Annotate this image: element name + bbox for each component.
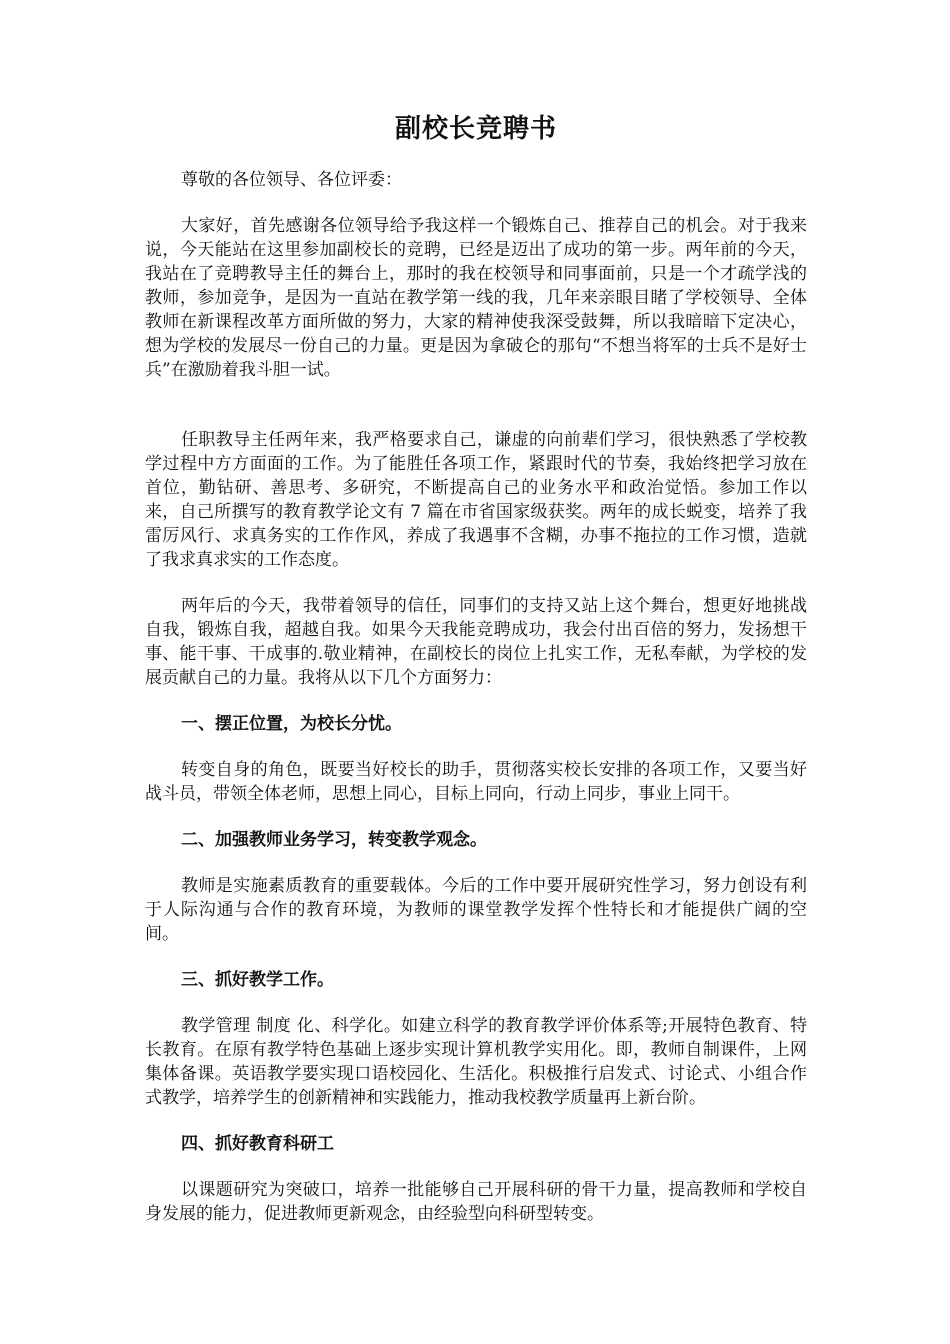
intro-paragraph: 大家好，首先感谢各位领导给予我这样一个锻炼自己、推荐自己的机会。对于我来说，今天能站在这里参加副校长的竞聘，已经是迈出了成功的第一步。两年前的今天，我站在了竞聘教导主任的舞台上，那时的我在校领导和同事面前，只是一个才疏学浅的教师，参加竞争，是因为一直站在教学第一线的我，几年来亲眼目睹了学校领导、全体教师在新课程改革方面所做的努力，大家的精神使我深受鼓舞，所以我暗暗下定决心，想为学校的发展尽一份自己的力量。更是因为拿破仑的那句“不想当将军的士兵不是好士兵”在激励着我斗胆一试。 xyxy=(145,216,807,380)
commitment-paragraph: 两年后的今天，我带着领导的信任，同事们的支持又站上这个舞台，想更好地挑战自我，锻炼自我，超越自我。如果今天我能竞聘成功，我会付出百倍的努力，发扬想干事、能干事、干成事的.敬业精神，在副校长的岗位上扎实工作，无私奉献，为学校的发展贡献自己的力量。我将从以下几个方面努力： xyxy=(145,596,807,688)
document-page xyxy=(145,112,807,1226)
section-heading-1: 一、摆正位置，为校长分忧。 xyxy=(181,714,402,734)
page-title: 副校长竞聘书 xyxy=(394,114,557,144)
section-body-4: 以课题研究为突破口，培养一批能够自己开展科研的骨干力量，提高教师和学校自身发展的能力，促进教师更新观念，由经验型向科研型转变。 xyxy=(145,1180,807,1224)
experience-paragraph: 任职教导主任两年来，我严格要求自己，谦虚的向前辈们学习，很快熟悉了学校教学过程中方方面面的工作。为了能胜任各项工作，紧跟时代的节奏，我始终把学习放在首位，勤钻研、善思考、多研究，不断提高自己的业务水平和政治觉悟。参加工作以来，自己所撰写的教育教学论文有 7 篇在市省国家级获奖。两年的成长蜕变，培养了我雷厉风行、求真务实的工作作风，养成了我遇事不含糊，办事不拖拉的工作习惯，造就了我求真求实的工作态度。 xyxy=(145,430,807,570)
section-body-2: 教师是实施素质教育的重要载体。今后的工作中要开展研究性学习，努力创设有利于人际沟通与合作的教育环境，为教师的课堂教学发挥个性特长和才能提供广阔的空间。 xyxy=(145,876,807,944)
section-body-3: 教学管理 制度 化、科学化。如建立科学的教育教学评价体系等;开展特色教育、特长教育。在原有教学特色基础上逐步实现计算机教学实用化。即，教师自制课件，上网集体备课。英语教学要实现口语校园化、生活化。积极推行启发式、讨论式、小组合作式教学，培养学生的创新精神和实践能力，推动我校教学质量再上新台阶。 xyxy=(145,1016,807,1108)
section-heading-4: 四、抓好教育科研工 xyxy=(181,1134,334,1154)
salutation: 尊敬的各位领导、各位评委： xyxy=(181,170,402,190)
section-body-1: 转变自身的角色，既要当好校长的助手，贯彻落实校长安排的各项工作，又要当好战斗员，带领全体老师，思想上同心，目标上同向，行动上同步，事业上同干。 xyxy=(145,760,807,804)
section-heading-3: 三、抓好教学工作。 xyxy=(181,970,334,990)
section-heading-2: 二、加强教师业务学习，转变教学观念。 xyxy=(181,830,487,850)
